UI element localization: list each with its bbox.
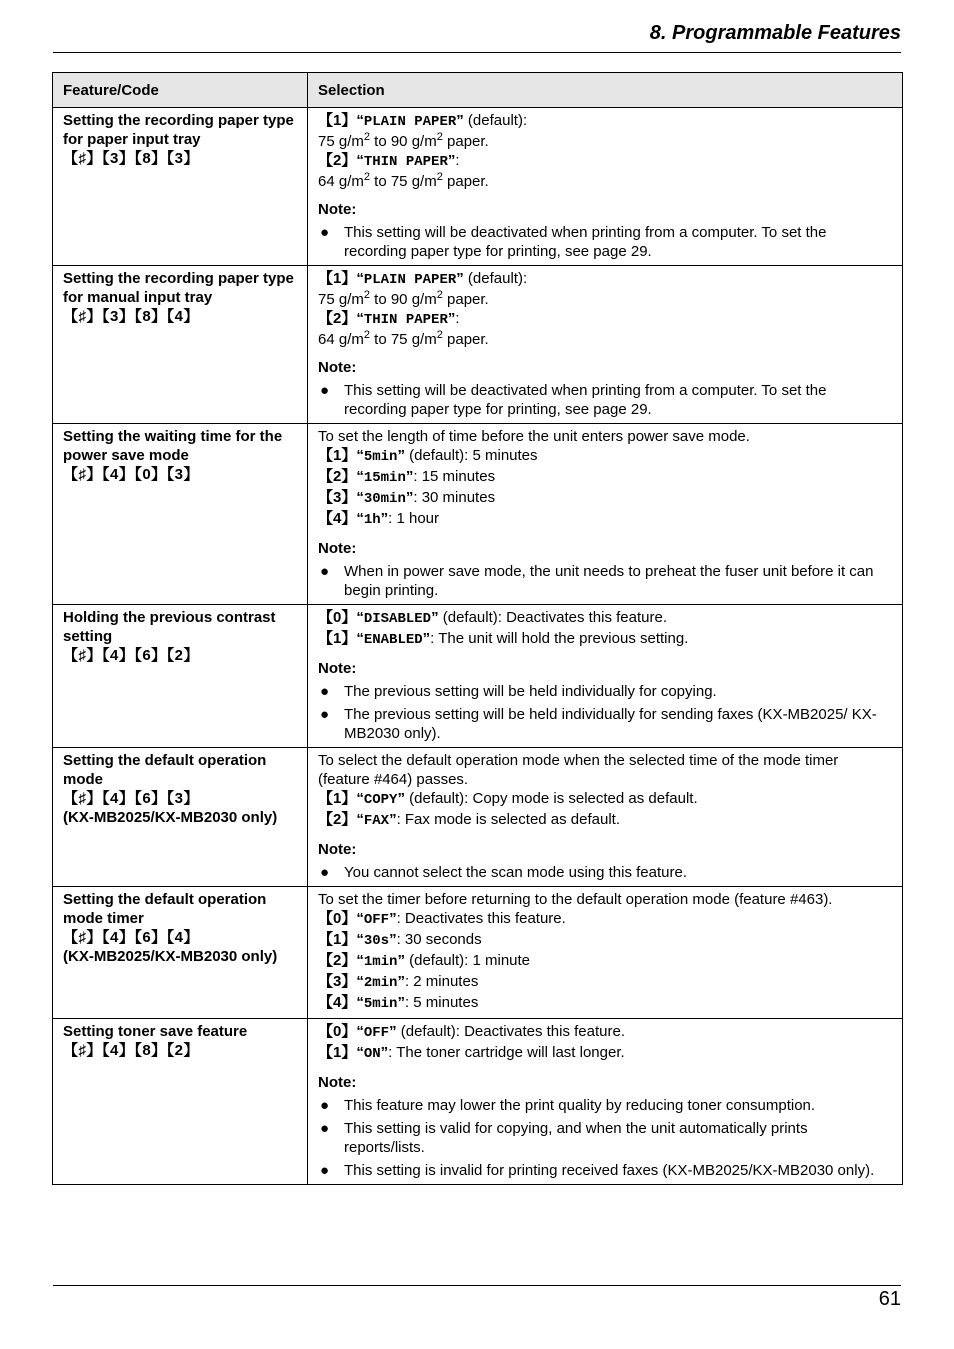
open-quote: “ (356, 609, 364, 626)
option-line (318, 629, 892, 650)
option-line (318, 810, 892, 831)
table-row (53, 266, 903, 424)
close-quote: ” (456, 112, 464, 129)
selection-cell (308, 887, 903, 1019)
option-description: : The toner cartridge will last longer. (388, 1044, 625, 1061)
option-code: PLAIN PAPER (363, 272, 457, 288)
option-line (318, 269, 892, 290)
note-list (318, 223, 892, 261)
superscript-2: 2 (436, 131, 443, 143)
option-description: (default): 1 minute (404, 952, 531, 969)
option-code: 1h (363, 512, 381, 528)
close-quote: ” (389, 931, 397, 948)
table-body (53, 108, 903, 1185)
feature-code: 【♯】【3】【8】【3】 (63, 150, 200, 167)
open-quote: “ (356, 790, 364, 807)
option-description: (default): Deactivates this feature. (438, 609, 668, 626)
open-quote: “ (356, 931, 364, 948)
option-description: : (455, 152, 460, 169)
page-header-title: 8. Programmable Features (649, 22, 901, 44)
note-title: Note: (318, 201, 357, 218)
option-line (318, 509, 892, 530)
close-quote: ” (389, 1023, 397, 1040)
option-line (318, 1022, 892, 1043)
open-quote: “ (356, 468, 364, 485)
option-description: (default): 5 minutes (404, 447, 538, 464)
feature-code: 【♯】【4】【6】【2】 (63, 647, 200, 664)
note-item (318, 562, 892, 600)
option-description: : 30 minutes (413, 489, 496, 506)
option-description: : 30 seconds (396, 931, 482, 948)
option-key: 【4】 (318, 994, 357, 1011)
open-quote: “ (356, 952, 364, 969)
feature-name: Holding the previous contrast setting (63, 609, 276, 645)
option-description: : 2 minutes (404, 973, 479, 990)
option-code: OFF (363, 1025, 390, 1041)
open-quote: “ (356, 910, 364, 927)
note-item (318, 705, 892, 743)
feature-cell (53, 108, 308, 266)
option-description: (default): Deactivates this feature. (396, 1023, 626, 1040)
option-code: THIN PAPER (363, 154, 448, 170)
option-description: : 1 hour (388, 510, 440, 527)
close-quote: ” (447, 152, 456, 169)
selection-cell (308, 108, 903, 266)
feature-code: 【♯】【3】【8】【4】 (63, 308, 200, 325)
open-quote: “ (356, 310, 364, 327)
table-row (53, 424, 903, 605)
note-list (318, 381, 892, 419)
bullet-icon: ● (320, 1120, 330, 1137)
feature-code: 【♯】【4】【0】【3】 (63, 466, 200, 483)
option-code: COPY (363, 792, 398, 808)
open-quote: “ (356, 994, 364, 1011)
option-line (318, 951, 892, 972)
option-description: : Fax mode is selected as default. (396, 811, 621, 828)
option-description: : (455, 310, 460, 327)
note-text: This setting will be deactivated when printing from a computer. To set the recording paper type for printing, see page 29. (344, 382, 827, 418)
paper-weight-line: 75 $g/m^2$ to 90 $g/m^2$ paper. (318, 289, 489, 308)
option-key: 【4】 (318, 510, 357, 527)
close-quote: ” (397, 994, 405, 1011)
open-quote: “ (356, 1023, 364, 1040)
option-line (318, 608, 892, 629)
note-item (318, 863, 892, 882)
feature-code: 【♯】【4】【8】【2】 (63, 1042, 200, 1059)
close-quote: ” (431, 609, 439, 626)
table-row (53, 748, 903, 887)
option-key: 【1】 (318, 790, 357, 807)
bullet-icon: ● (320, 1162, 330, 1179)
open-quote: “ (356, 1044, 364, 1061)
option-code: 15min (363, 470, 406, 486)
open-quote: “ (356, 112, 364, 129)
feature-code: 【♯】【4】【6】【3】 (63, 790, 200, 807)
option-description: : Deactivates this feature. (396, 910, 566, 927)
note-text: This setting will be deactivated when printing from a computer. To set the recording paper type for printing, see page 29. (344, 224, 827, 260)
option-code: FAX (363, 813, 390, 829)
footer-rule (53, 1285, 901, 1286)
note-title: Note: (318, 540, 357, 557)
bullet-icon: ● (320, 1097, 330, 1114)
option-line (318, 111, 892, 132)
open-quote: “ (356, 630, 364, 647)
feature-name: Setting the recording paper type for manual input tray (63, 270, 294, 306)
superscript-2: 2 (363, 171, 370, 183)
option-description: : 15 minutes (413, 468, 496, 485)
paper-weight-line: 64 $g/m^2$ to 75 $g/m^2$ paper. (318, 329, 489, 348)
superscript-2: 2 (363, 131, 370, 143)
option-line (318, 151, 892, 172)
note-item (318, 682, 892, 701)
paper-weight-line: 75 $g/m^2$ to 90 $g/m^2$ paper. (318, 131, 489, 150)
features-table (52, 72, 903, 1185)
option-key: 【3】 (318, 973, 357, 990)
selection-cell (308, 748, 903, 887)
option-line (318, 1043, 892, 1064)
close-quote: ” (380, 510, 389, 527)
feature-cell (53, 424, 308, 605)
option-key: 【2】 (318, 152, 357, 169)
option-line (318, 309, 892, 330)
note-list (318, 682, 892, 743)
note-text: The previous setting will be held individually for copying. (344, 683, 717, 700)
page-number: 61 (878, 1288, 901, 1310)
option-line (318, 488, 892, 509)
option-line (318, 972, 892, 993)
feature-code: 【♯】【4】【6】【4】 (63, 929, 200, 946)
superscript-2: 2 (363, 329, 370, 341)
table-header-row (53, 73, 903, 108)
selection-intro: To select the default operation mode when the selected time of the mode timer (feature #464) passes. (318, 752, 839, 788)
option-key: 【0】 (318, 609, 357, 626)
option-description: : The unit will hold the previous setting. (430, 630, 689, 647)
note-text: When in power save mode, the unit needs to preheat the fuser unit before it can begin printing. (344, 563, 874, 599)
note-title: Note: (318, 1074, 357, 1091)
option-key: 【2】 (318, 952, 357, 969)
open-quote: “ (356, 510, 364, 527)
note-title: Note: (318, 660, 357, 677)
feature-name: Setting toner save feature (63, 1023, 248, 1040)
note-text: This feature may lower the print quality by reducing toner consumption. (344, 1097, 816, 1114)
note-item (318, 1161, 892, 1180)
table-row (53, 108, 903, 266)
header-rule (53, 52, 901, 53)
feature-cell (53, 1019, 308, 1185)
column-header-feature: Feature/Code (53, 73, 308, 108)
feature-cell (53, 748, 308, 887)
column-header-selection: Selection (308, 73, 903, 108)
option-key: 【2】 (318, 310, 357, 327)
close-quote: ” (405, 489, 414, 506)
bullet-icon: ● (320, 382, 330, 399)
feature-name: Setting the waiting time for the power save mode (63, 428, 283, 464)
option-code: THIN PAPER (363, 312, 448, 328)
option-key: 【1】 (318, 270, 357, 287)
open-quote: “ (356, 152, 364, 169)
option-key: 【2】 (318, 811, 357, 828)
bullet-icon: ● (320, 563, 330, 580)
note-title: Note: (318, 359, 357, 376)
close-quote: ” (380, 1044, 389, 1061)
option-code: 2min (363, 975, 398, 991)
note-text: This setting is invalid for printing received faxes (KX-MB2025/KX-MB2030 only). (344, 1162, 875, 1179)
close-quote: ” (422, 630, 431, 647)
bullet-icon: ● (320, 224, 330, 241)
option-key: 【1】 (318, 447, 357, 464)
note-list (318, 863, 892, 882)
feature-model-note: (KX-MB2025/KX-MB2030 only) (63, 809, 278, 826)
bullet-icon: ● (320, 706, 330, 723)
feature-cell (53, 605, 308, 748)
feature-cell (53, 887, 308, 1019)
option-key: 【1】 (318, 1044, 357, 1061)
paper-weight-line: 64 $g/m^2$ to 75 $g/m^2$ paper. (318, 171, 489, 190)
superscript-2: 2 (436, 171, 443, 183)
note-text: The previous setting will be held individually for sending faxes (KX-MB2025/ KX-MB2030 only). (344, 706, 877, 742)
note-list (318, 562, 892, 600)
open-quote: “ (356, 489, 364, 506)
table-row (53, 605, 903, 748)
option-code: PLAIN PAPER (363, 114, 457, 130)
selection-cell (308, 266, 903, 424)
close-quote: ” (389, 811, 397, 828)
note-text: You cannot select the scan mode using this feature. (344, 864, 688, 881)
selection-cell (308, 605, 903, 748)
open-quote: “ (356, 973, 364, 990)
close-quote: ” (397, 952, 405, 969)
option-line (318, 930, 892, 951)
note-item (318, 381, 892, 419)
note-item (318, 1096, 892, 1115)
option-code: DISABLED (363, 611, 432, 627)
bullet-icon: ● (320, 683, 330, 700)
option-key: 【1】 (318, 630, 357, 647)
option-description: : 5 minutes (404, 994, 479, 1011)
note-list (318, 1096, 892, 1180)
table-row (53, 887, 903, 1019)
feature-name: Setting the recording paper type for paper input tray (63, 112, 294, 148)
close-quote: ” (447, 310, 456, 327)
bullet-icon: ● (320, 864, 330, 881)
selection-intro: To set the timer before returning to the default operation mode (feature #463). (318, 891, 833, 908)
option-key: 【3】 (318, 489, 357, 506)
close-quote: ” (397, 790, 405, 807)
option-description: (default): (463, 270, 528, 287)
note-text: This setting is valid for copying, and when the unit automatically prints reports/lists. (344, 1120, 808, 1156)
superscript-2: 2 (363, 289, 370, 301)
note-title: Note: (318, 841, 357, 858)
option-line (318, 993, 892, 1014)
option-code: ON (363, 1046, 381, 1062)
option-code: OFF (363, 912, 390, 928)
option-key: 【1】 (318, 112, 357, 129)
option-key: 【0】 (318, 910, 357, 927)
superscript-2: 2 (436, 289, 443, 301)
feature-cell (53, 266, 308, 424)
option-key: 【1】 (318, 931, 357, 948)
selection-cell (308, 424, 903, 605)
option-description: (default): (463, 112, 528, 129)
option-code: 30s (363, 933, 390, 949)
note-item (318, 1119, 892, 1157)
feature-name: Setting the default operation mode timer (63, 891, 267, 927)
option-line (318, 909, 892, 930)
close-quote: ” (405, 468, 414, 485)
selection-intro: To set the length of time before the unit enters power save mode. (318, 428, 750, 445)
option-key: 【2】 (318, 468, 357, 485)
option-line (318, 467, 892, 488)
open-quote: “ (356, 811, 364, 828)
close-quote: ” (397, 447, 405, 464)
option-line (318, 789, 892, 810)
table-row (53, 1019, 903, 1185)
note-item (318, 223, 892, 261)
selection-cell (308, 1019, 903, 1185)
option-code: 1min (363, 954, 398, 970)
close-quote: ” (397, 973, 405, 990)
feature-model-note: (KX-MB2025/KX-MB2030 only) (63, 948, 278, 965)
option-code: 30min (363, 491, 406, 507)
option-code: 5min (363, 996, 398, 1012)
superscript-2: 2 (436, 329, 443, 341)
close-quote: ” (456, 270, 464, 287)
option-key: 【0】 (318, 1023, 357, 1040)
open-quote: “ (356, 270, 364, 287)
option-code: ENABLED (363, 632, 423, 648)
close-quote: ” (389, 910, 397, 927)
option-line (318, 446, 892, 467)
option-description: (default): Copy mode is selected as default. (404, 790, 698, 807)
open-quote: “ (356, 447, 364, 464)
option-code: 5min (363, 449, 398, 465)
feature-name: Setting the default operation mode (63, 752, 267, 788)
